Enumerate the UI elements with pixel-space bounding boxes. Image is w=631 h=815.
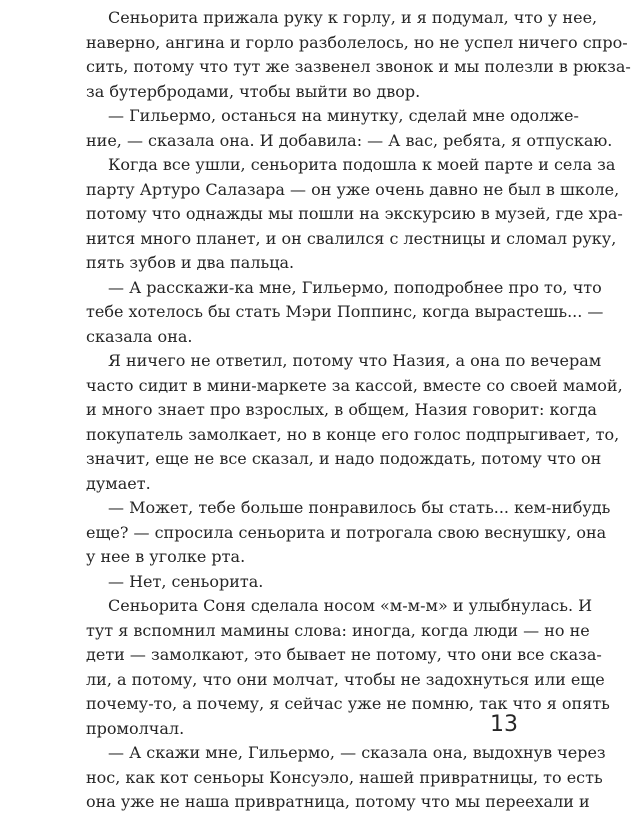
book-page-text: [86, 6, 631, 815]
text-line-11: пять зубов и два пальца.: [86, 253, 295, 272]
text-line-10: нится много планет, и он свалился с лестницы и сломал руку,: [86, 228, 617, 248]
text-line-29: почему-то, а почему, я сейчас уже не помню, так что я опять: [86, 694, 610, 713]
text-line-15: Я ничего не ответил, потому что Назия, а она по вечерам: [108, 351, 602, 370]
text-line-18: покупатель замолкает, но в конце его голос подпрыгивает, то,: [86, 424, 620, 444]
text-line-4: за бутербродами, чтобы выйти во двор.: [86, 81, 421, 101]
text-line-19: значит, еще не все сказал, и надо подождать, потому что он: [86, 449, 602, 468]
text-line-7: Когда все ушли, сеньорита подошла к моей парте и села за: [108, 155, 616, 174]
text-line-27: дети — замолкают, это бывает не потому, что они все сказа-: [86, 645, 602, 664]
text-line-30: промолчал.: [86, 718, 185, 738]
text-line-2: наверно, ангина и горло разболелось, но не успел ничего спро-: [86, 32, 628, 52]
text-line-21: — Может, тебе больше понравилось бы стать... кем-нибудь: [108, 498, 611, 517]
text-line-13: тебе хотелось бы стать Мэри Поппинс, когда вырастешь... —: [86, 302, 604, 321]
text-line-3: сить, потому что тут же зазвенел звонок и мы полезли в рюкза-: [86, 57, 631, 76]
text-line-22: еще? — спросила сеньорита и потрогала свою веснушку, она: [86, 522, 607, 542]
text-line-14: сказала она.: [86, 326, 193, 346]
text-line-5: — Гильермо, останься на минутку, сделай мне одолже-: [108, 106, 579, 125]
text-line-16: часто сидит в мини-маркете за кассой, вместе со своей мамой,: [86, 375, 623, 395]
text-line-28: ли, а потому, что они молчат, чтобы не задохнуться или еще: [86, 669, 605, 689]
text-line-26: тут я вспомнил мамины слова: иногда, когда люди — но не: [86, 620, 590, 640]
text-line-20: думает.: [86, 473, 151, 493]
text-line-25: Сеньорита Соня сделала носом «м-м-м» и улыбнулась. И: [108, 596, 593, 615]
text-line-31: — А скажи мне, Гильермо, — сказала она, выдохнув через: [108, 743, 606, 762]
text-line-32: нос, как кот сеньоры Консуэло, нашей привратницы, то есть: [86, 767, 603, 787]
text-line-12: — А расскажи-ка мне, Гильермо, поподробнее про то, что: [108, 277, 602, 297]
text-line-23: у нее в уголке рта.: [86, 547, 246, 566]
text-line-33: она уже не наша привратница, потому что мы переехали и: [86, 792, 590, 811]
text-line-6: ние, — сказала она. И добавила: — А вас, ребята, я отпускаю.: [86, 130, 613, 150]
text-line-8: парту Артуро Салазара — он уже очень давно не был в школе,: [86, 179, 620, 199]
text-line-9: потому что однажды мы пошли на экскурсию в музей, где хра-: [86, 204, 623, 223]
text-line-24: — Нет, сеньорита.: [108, 571, 264, 591]
text-line-17: и много знает про взрослых, в общем, Назия говорит: когда: [86, 400, 597, 419]
text-line-1: Сеньорита прижала руку к горлу, и я подумал, что у нее,: [108, 8, 598, 27]
page-number: 13: [490, 712, 518, 737]
